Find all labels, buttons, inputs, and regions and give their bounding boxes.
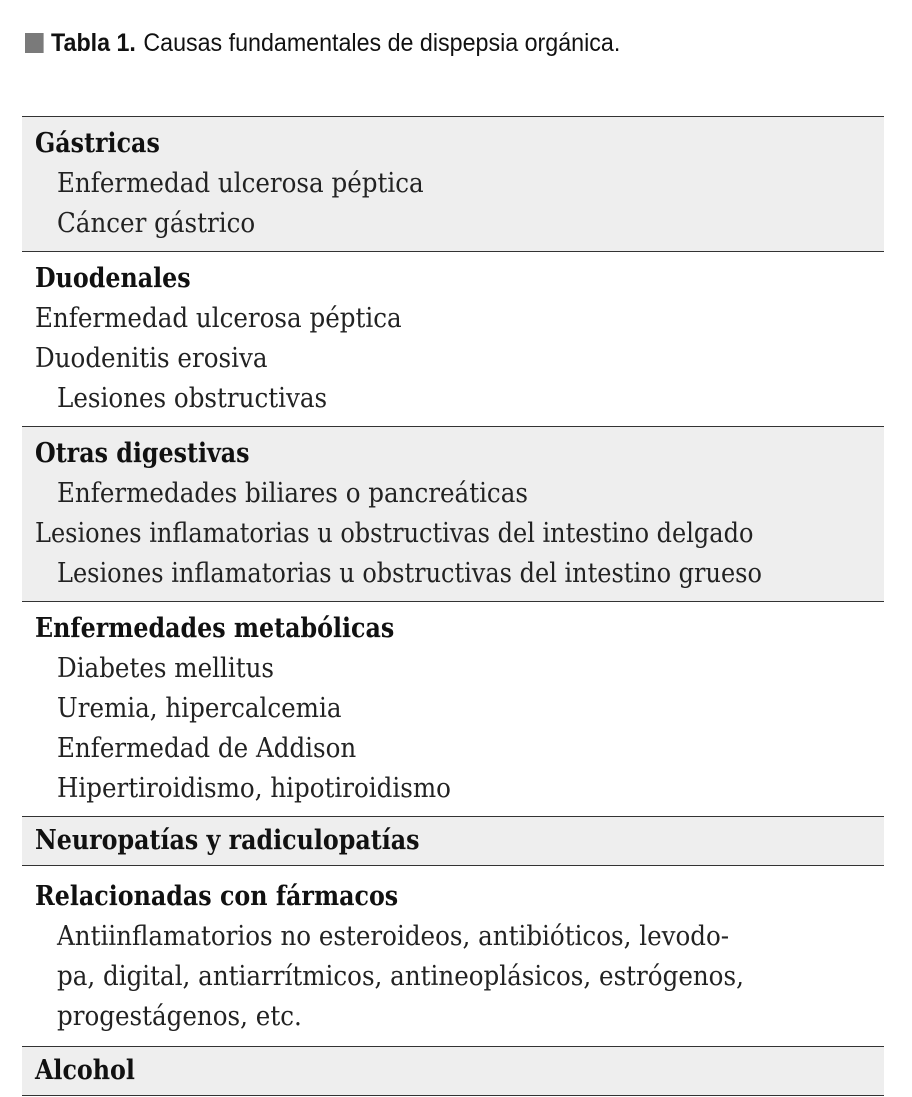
list-item: Enfermedad ulcerosa péptica [57, 168, 424, 199]
list-item: Hipertiroidismo, hipotiroidismo [57, 773, 451, 804]
section-farmacos [22, 866, 884, 1047]
caption-label: Tabla 1. [51, 28, 136, 57]
section-heading: Relacionadas con fármacos [35, 881, 399, 912]
list-item: Enfermedad de Addison [57, 733, 357, 764]
section-otras-digestivas [22, 427, 884, 602]
list-item: Uremia, hipercalcemia [57, 693, 342, 724]
section-alcohol [22, 1047, 884, 1096]
list-item: Diabetes mellitus [57, 653, 275, 684]
section-heading: Enfermedades metabólicas [35, 613, 395, 644]
section-heading: Otras digestivas [35, 438, 250, 469]
caption-square-icon [25, 33, 44, 53]
caption-title: Causas fundamentales de dispepsia orgánica. [143, 28, 621, 57]
section-metabolicas [22, 602, 884, 817]
list-item: Lesiones inflamatorias u obstructivas del intestino grueso [57, 558, 762, 589]
list-item: Enfermedad ulcerosa péptica [35, 303, 402, 334]
section-heading: Gástricas [35, 128, 160, 159]
list-item: progestágenos, etc. [57, 1001, 302, 1032]
section-duodenales [22, 252, 884, 427]
section-neuropatias [22, 817, 884, 866]
list-item: Cáncer gástrico [57, 208, 256, 239]
list-item: Lesiones inflamatorias u obstructivas del intestino delgado [35, 518, 754, 549]
list-item: Duodenitis erosiva [35, 343, 268, 374]
list-item: Lesiones obstructivas [57, 383, 328, 414]
list-item: Enfermedades biliares o pancreáticas [57, 478, 528, 509]
causes-table [22, 116, 884, 1096]
list-item: pa, digital, antiarrítmicos, antineoplásicos, estrógenos, [57, 961, 744, 992]
section-heading: Duodenales [35, 263, 191, 294]
section-heading: Neuropatías y radiculopatías [35, 825, 420, 856]
section-gastricas [22, 117, 884, 252]
list-item: Antiinflamatorios no esteroideos, antibióticos, levodo- [57, 921, 730, 952]
table-caption [25, 26, 620, 60]
section-heading: Alcohol [35, 1055, 135, 1086]
